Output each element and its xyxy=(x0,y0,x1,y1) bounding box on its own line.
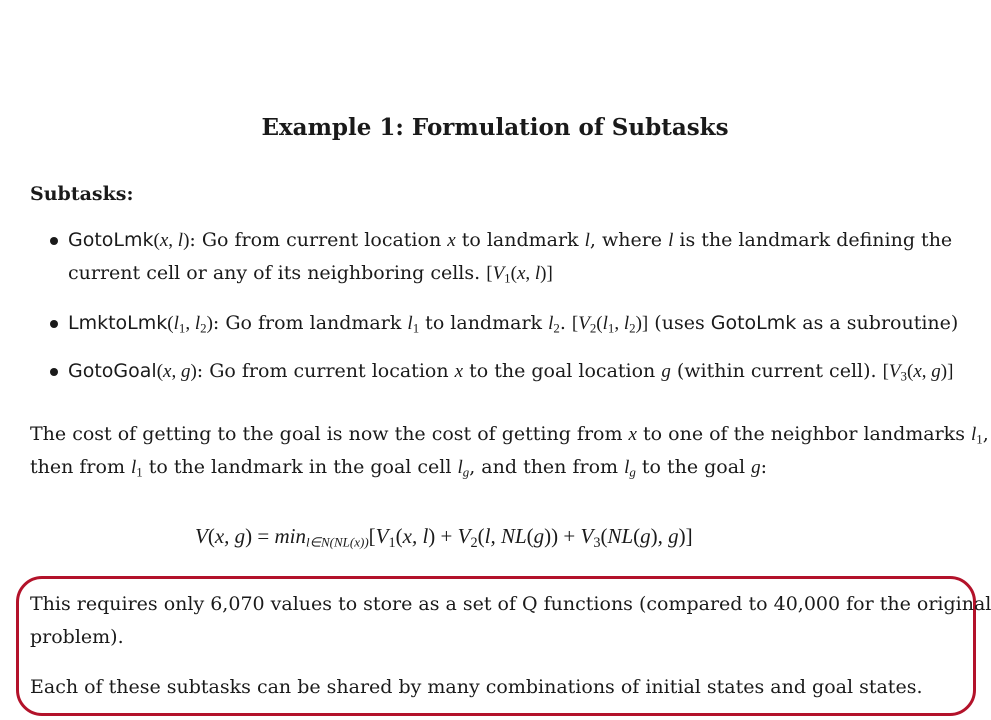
bullet-gotolmk-line1: GotoLmk(x, l): Go from current location x to landmark l, where l is the landmark defining the xyxy=(68,229,953,251)
bullet-marker-2 xyxy=(50,320,58,328)
bullet-marker-3 xyxy=(50,368,58,376)
subtask-name-gotolmk: GotoLmk xyxy=(68,229,154,251)
subtask-name-gotogoal: GotoGoal xyxy=(68,360,157,382)
subtasks-heading: Subtasks: xyxy=(30,183,134,205)
cost-paragraph-line1: The cost of getting to the goal is now the cost of getting from x to one of the neighbor landmarks $l_1$, xyxy=(30,423,989,447)
cost-paragraph-line2: then from $l_1$ to the landmark in the goal cell $l_g$, and then from $l_g$ to the goal g: xyxy=(30,456,768,480)
cost-equation: V(x, $g) = \min_{l\in N(NL(x))}[V_1(x$, $l) + V_2(l$, $NL(g)) + V_3(NL(g)$, g)] xyxy=(195,524,693,551)
subtask-name-lmktolmk: LmktoLmk xyxy=(68,312,168,334)
bullet-marker-1 xyxy=(50,237,58,245)
bullet-gotolmk-line2: current cell or any of its neighboring cells. [$V_1(x$, l)] xyxy=(68,262,553,286)
highlight-para1-line2: problem). xyxy=(30,626,124,648)
highlight-para1-line1: This requires only 6,070 values to store as a set of Q functions (compared to 40,000 for the original xyxy=(30,593,991,615)
page-title: Example 1: Formulation of Subtasks xyxy=(261,114,729,141)
bullet-lmktolmk-line: $LmktoLmk(l_1$, $l_2$): Go from landmark $l_1$ to landmark $l_2$. [$V_2(l_1$, $l_2$)] (uses GotoLmk as a subroutine) xyxy=(68,312,959,336)
highlight-para2: Each of these subtasks can be shared by many combinations of initial states and goal states. xyxy=(30,676,923,698)
bullet-gotogoal-line: GotoGoal(x, g): Go from current location x to the goal location g (within current cell). [$V_3(x$, g)] xyxy=(68,360,954,384)
